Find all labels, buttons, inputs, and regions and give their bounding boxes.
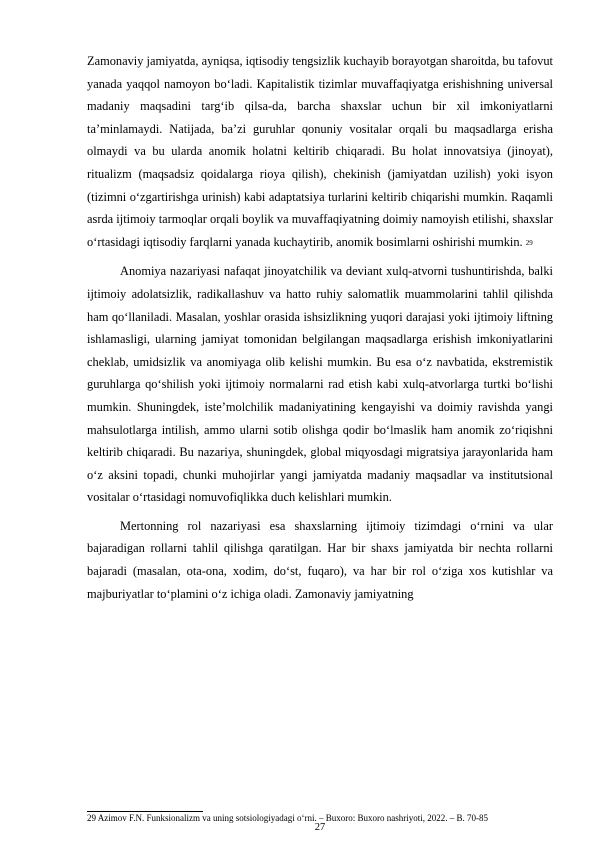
paragraph-3-text: Mertonning rol nazariyasi esa shaxslarning ijtimoiy tizimdagi o‘rnini va ular bajaradigan rollarni tahlil qilishga qaratilgan. Har bir shaxs jamiyatda bir nechta rollarni bajaradi (masalan, ota-ona, xodim, do‘st, fuqaro), va har bir rol o‘ziga xos kutishlar va majburiyatlar to‘plamini o‘z ichiga oladi. Zamonaviy jamiyatning [87,518,553,601]
footnote-reference[interactable]: 29 [525,238,533,247]
paragraph-3 [87,515,553,605]
page-number: 27 [314,822,326,833]
footnote-text: 29 Azimov F.N. Funksionalizm va uning sotsiologiyadagi o‘rni. – Buxoro: Buxoro nashriyoti, 2022. – B. 70-85 [87,813,489,823]
paragraph-2 [87,260,553,509]
paragraph-1 [87,50,553,254]
footnote-separator [87,811,203,812]
body-text [87,50,553,605]
paragraph-2-text: Anomiya nazariyasi nafaqat jinoyatchilik va deviant xulq-atvorni tushuntirishda, balki ijtimoiy adolatsizlik, radikallashuv va hatto ruhiy salomatlik muammolarini tahlil qilishda ham qo‘llaniladi. Masalan, yoshlar orasida ishsizlikning yuqori darajasi yoki ijtimoiy liftning ishlamasligi, ularning jamiyat tomonidan belgilangan maqsadlarga erishish imkoniyatlarini cheklab, umidsizlik va anomiyaga olib kelishi mumkin. Bu esa o‘z navbatida, ekstremistik guruhlarga qo‘shilish yoki ijtimoiy normalarni rad etish kabi xulq-atvorlarga turtki bo‘lishi mumkin. Shuningdek, iste’molchilik madaniyatining kengayishi va doimiy ravishda yangi mahsulotlarga intilish, ammo ularni sotib olishga qodir bo‘lmaslik ham anomik zo‘riqishni keltirib chiqaradi. Bu nazariya, shuningdek, global miqyosdagi migratsiya jarayonlarida ham o‘z aksini topadi, chunki muhojirlar yangi jamiyatda madaniy maqsadlar va institutsional vositalar o‘rtasidagi nomuvofiqlikka duch kelishlari mumkin. [87,264,553,505]
paragraph-1-text: Zamonaviy jamiyatda, ayniqsa, iqtisodiy tengsizlik kuchayib borayotgan sharoitda, bu tafovut yanada yaqqol namoyon bo‘ladi. Kapitalistik tizimlar muvaffaqiyatga erishishning universal madaniy maqsadini targ‘ib qilsa-da, barcha shaxslar uchun bir xil imkoniyatlarni ta’minlamaydi. Natijada, ba’zi guruhlar qonuniy vositalar orqali bu maqsadlarga erisha olmaydi va bu ularda anomik holatni keltirib chiqaradi. Bu holat innovatsiya (jinoyat), ritualizm (maqsadsiz qoidalarga rioya qilish), chekinish (jamiyatdan uzilish) yoki isyon (tizimni o‘zgartirishga urinish) kabi adaptatsiya turlarini keltirib chiqarishi mumkin. Raqamli asrda ijtimoiy tarmoqlar orqali boylik va muvaffaqiyatning doimiy namoyish etilishi, shaxslar o‘rtasidagi iqtisodiy farqlarni yanada kuchaytirib, anomik bosimlarni oshirishi mumkin. [87,54,553,249]
